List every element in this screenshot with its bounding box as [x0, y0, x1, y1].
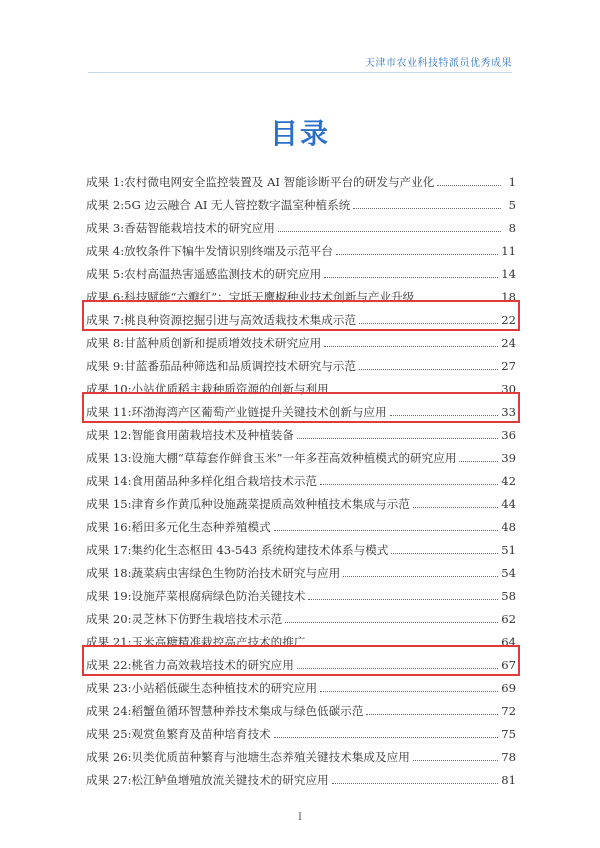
- toc-entry[interactable]: [86, 626, 516, 649]
- toc-entry-label: 成果 3:: [86, 221, 125, 235]
- toc-entry-page: 33: [501, 405, 516, 419]
- toc-entry-title: 桃省力高效栽培技术的研究应用: [131, 658, 294, 672]
- toc-entry-page: 62: [501, 612, 516, 626]
- toc-entry-label: 成果 5:: [86, 267, 125, 281]
- page-title: 目录: [269, 117, 330, 150]
- toc-entry[interactable]: [86, 327, 516, 350]
- dot-leader: [459, 461, 498, 462]
- toc-entry-page: 48: [501, 520, 516, 534]
- dot-leader: [417, 300, 498, 301]
- dot-leader: [308, 645, 498, 646]
- toc-entry-label: 成果 24:: [86, 704, 132, 718]
- toc-entry-title: 食用菌品种多样化组合栽培技术示范: [131, 474, 318, 488]
- toc-entry-title: 稻蟹鱼循环智慧种养技术集成与绿色低碳示范: [131, 704, 364, 718]
- dot-leader: [437, 185, 501, 186]
- toc-entry-label: 成果 16:: [86, 520, 132, 534]
- toc-entry-title: 松江鲈鱼增殖放流关键技术的研究应用: [131, 773, 329, 787]
- toc-entry[interactable]: [86, 258, 516, 281]
- toc-entry-title: 津育乡作黄瓜种设施蔬菜提质高效种植技术集成与示范: [131, 497, 410, 511]
- dot-leader: [336, 254, 498, 255]
- toc-entry-title: 香菇智能栽培技术的研究应用: [124, 221, 275, 235]
- dot-leader: [343, 576, 498, 577]
- toc-entry[interactable]: [86, 580, 516, 603]
- dot-leader: [390, 415, 499, 416]
- toc-entry[interactable]: [86, 373, 516, 396]
- toc-entry-title: 甘蓝番茄品种筛选和品质调控技术研究与示范: [124, 359, 357, 373]
- toc-entry-label: 成果 25:: [86, 727, 132, 741]
- toc-entry-label: 成果 12:: [86, 428, 132, 442]
- toc-entry-title: 玉米高糖精准栽控高产技术的推广: [131, 635, 306, 649]
- toc-entry-label: 成果 20:: [86, 612, 132, 626]
- toc-entry-label: 成果 7:: [86, 313, 125, 327]
- toc-entry[interactable]: [86, 350, 516, 373]
- toc-entry[interactable]: [86, 603, 516, 626]
- toc-entry[interactable]: [86, 557, 516, 580]
- toc-entry-label: 成果 1:: [86, 175, 125, 189]
- toc-entry[interactable]: [86, 442, 516, 465]
- toc-entry-label: 成果 18:: [86, 566, 132, 580]
- toc-entry-title: 设施芹菜根腐病绿色防治关键技术: [131, 589, 306, 603]
- dot-leader: [274, 737, 499, 738]
- toc-entry-title: 农村微电网安全监控装置及 AI 智能诊断平台的研发与产业化: [124, 175, 435, 189]
- toc-entry-page: 36: [501, 428, 516, 442]
- toc-entry-page: 54: [501, 566, 516, 580]
- toc-entry-label: 成果 27:: [86, 773, 132, 787]
- dot-leader: [320, 484, 498, 485]
- toc-entry-label: 成果 14:: [86, 474, 132, 488]
- toc-entry[interactable]: [86, 281, 516, 304]
- toc-entry-label: 成果 4:: [86, 244, 125, 258]
- toc-entry-page: 58: [501, 589, 516, 603]
- toc-entry-page: 69: [501, 681, 516, 695]
- toc-entry-page: 27: [501, 359, 516, 373]
- toc-entry-page: 22: [501, 313, 516, 327]
- toc-entry-page: 14: [501, 267, 516, 281]
- toc-entry[interactable]: [86, 465, 516, 488]
- toc-entry-title: 环渤海湾产区葡萄产业链提升关键技术创新与应用: [131, 405, 387, 419]
- toc-entry-page: 24: [501, 336, 516, 350]
- toc-entry[interactable]: [86, 718, 516, 741]
- toc-entry-title: 小站稻低碳生态种植技术的研究应用: [131, 681, 318, 695]
- dot-leader: [413, 760, 498, 761]
- toc-entry-title: 稻田多元化生态种养殖模式: [131, 520, 271, 534]
- toc-entry-label: 成果 13:: [86, 451, 132, 465]
- dot-leader: [285, 622, 498, 623]
- toc-entry[interactable]: [86, 304, 516, 327]
- dot-leader: [366, 714, 498, 715]
- header-divider: [88, 72, 512, 73]
- toc-entry-label: 成果 6:: [86, 290, 125, 304]
- toc-entry[interactable]: [86, 212, 516, 235]
- toc-entry-page: 78: [501, 750, 516, 764]
- toc-entry-page: 75: [501, 727, 516, 741]
- toc-entry-page: 64: [501, 635, 516, 649]
- toc-entry-title: 5G 边云融合 AI 无人管控数字温室种植系统: [124, 198, 351, 212]
- toc-entry-title: 桃良种资源挖掘引进与高效适栽技术集成示范: [124, 313, 357, 327]
- toc-entry-page: 39: [501, 451, 516, 465]
- toc-entry[interactable]: [86, 534, 516, 557]
- dot-leader: [297, 438, 498, 439]
- toc-entry-title: 观赏鱼繁育及苗种培育技术: [131, 727, 271, 741]
- toc-entry[interactable]: [86, 672, 516, 695]
- toc-entry-title: 贝类优质苗种繁育与池塘生态养殖关键技术集成及应用: [131, 750, 410, 764]
- toc-entry-title: 科技赋能“六瓣红”：宝坻天鹰椒种业技术创新与产业升级: [124, 290, 415, 304]
- toc-entry-page: 30: [501, 382, 516, 396]
- dot-leader: [320, 691, 498, 692]
- toc-entry-title: 蔬菜病虫害绿色生物防治技术研究与应用: [131, 566, 341, 580]
- dot-leader: [391, 553, 498, 554]
- toc-entry-title: 集约化生态枢田 43-543 系统构建技术体系与模式: [131, 543, 389, 557]
- dot-leader: [353, 208, 501, 209]
- toc-entry-page: 42: [501, 474, 516, 488]
- toc-entry-title: 智能食用菌栽培技术及种植装备: [131, 428, 294, 442]
- dot-leader: [359, 323, 498, 324]
- dot-leader: [324, 277, 498, 278]
- toc-entry-label: 成果 8:: [86, 336, 125, 350]
- toc-entry-page: 67: [501, 658, 516, 672]
- toc-entry-page: 44: [501, 497, 516, 511]
- dot-leader: [324, 346, 498, 347]
- toc-entry[interactable]: [86, 235, 516, 258]
- dot-leader: [274, 530, 499, 531]
- toc-entry-label: 成果 11:: [86, 405, 132, 419]
- toc-entry-label: 成果 2:: [86, 198, 125, 212]
- toc-entry[interactable]: [86, 511, 516, 534]
- toc-entry-title: 设施大棚“草莓套作鲜食玉米”一年多茬高效种植模式的研究应用: [131, 451, 457, 465]
- toc-entry-label: 成果 26:: [86, 750, 132, 764]
- toc-entry-page: 81: [501, 773, 516, 787]
- toc-entry-label: 成果 17:: [86, 543, 132, 557]
- toc-entry[interactable]: [86, 649, 516, 672]
- toc-entry-label: 成果 23:: [86, 681, 132, 695]
- toc-entry[interactable]: [86, 741, 516, 764]
- toc-entry-label: 成果 21:: [86, 635, 132, 649]
- toc-entry-page: 1: [508, 175, 516, 189]
- toc-entry-title: 灵芝林下仿野生栽培技术示范: [131, 612, 283, 626]
- toc-entry-title: 农村高温热害遥感监测技术的研究应用: [124, 267, 322, 281]
- toc-entry-label: 成果 9:: [86, 359, 125, 373]
- toc-entry-page: 11: [501, 244, 516, 258]
- toc-entry[interactable]: [86, 189, 516, 212]
- toc-entry-title: 放牧条件下犏牛发情识别终端及示范平台: [124, 244, 333, 258]
- toc-entry-page: 8: [508, 221, 516, 235]
- toc-entry-label: 成果 10:: [86, 382, 132, 396]
- toc-entry[interactable]: [86, 695, 516, 718]
- dot-leader: [332, 392, 499, 393]
- dot-leader: [359, 369, 498, 370]
- dot-leader: [413, 507, 498, 508]
- toc-entry-label: 成果 19:: [86, 589, 132, 603]
- toc-entry[interactable]: [86, 764, 516, 787]
- toc-entry-page: 51: [501, 543, 516, 557]
- running-header: 天津市农业科技特派员优秀成果: [365, 58, 512, 69]
- toc-entry-label: 成果 15:: [86, 497, 132, 511]
- page-number: I: [298, 812, 302, 823]
- toc-entry[interactable]: [86, 166, 516, 189]
- dot-leader: [278, 231, 501, 232]
- toc-entry-page: 18: [501, 290, 516, 304]
- toc-entry-title: 小站优质稻主栽种质资源的创新与利用: [131, 382, 329, 396]
- toc-entry[interactable]: [86, 488, 516, 511]
- toc-entry[interactable]: [86, 419, 516, 442]
- dot-leader: [297, 668, 498, 669]
- table-of-contents: [86, 166, 516, 787]
- dot-leader: [308, 599, 498, 600]
- toc-entry-page: 72: [501, 704, 516, 718]
- toc-entry-title: 甘蓝种质创新和提质增效技术研究应用: [124, 336, 322, 350]
- toc-entry[interactable]: [86, 396, 516, 419]
- toc-entry-label: 成果 22:: [86, 658, 132, 672]
- dot-leader: [332, 783, 499, 784]
- toc-entry-page: 5: [508, 198, 516, 212]
